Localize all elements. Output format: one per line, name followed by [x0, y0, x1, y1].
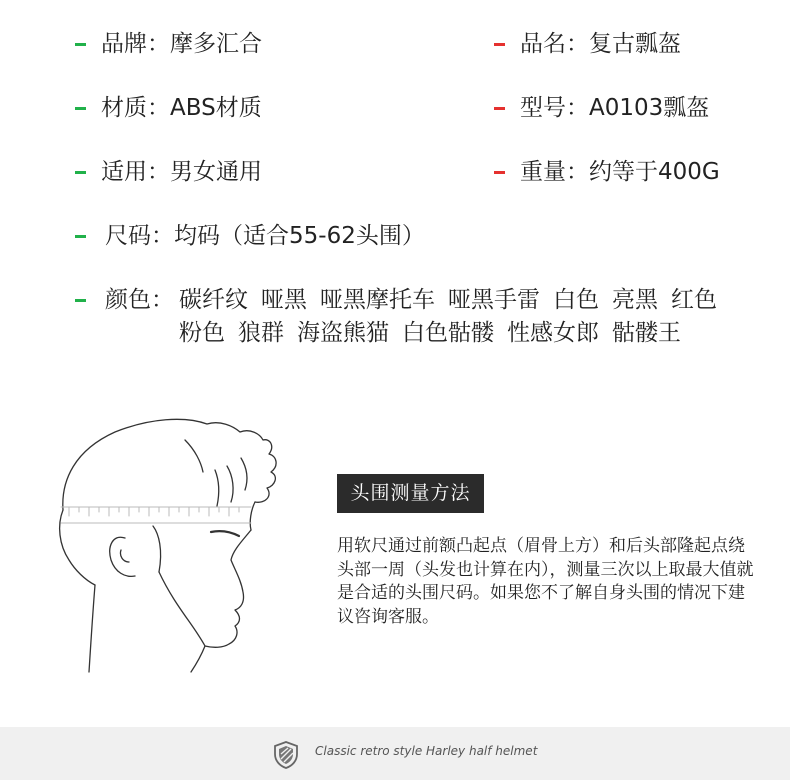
- footer-bar: [0, 727, 790, 780]
- color-option: 白色: [553, 287, 599, 313]
- spec-label: 型号：: [520, 95, 589, 121]
- spec-value: A0103瓢盔: [589, 95, 710, 121]
- color-option: 碳纤纹: [179, 287, 248, 313]
- spec-brand: [101, 28, 262, 60]
- color-options: [179, 284, 779, 350]
- color-option: 红色: [671, 287, 717, 313]
- shield-logo-icon: [273, 741, 299, 769]
- color-option: 白色骷髅: [402, 320, 494, 346]
- measure-title-badge: 头围测量方法: [337, 474, 484, 513]
- bullet-dash: [75, 43, 86, 46]
- spec-weight: [520, 156, 720, 188]
- spec-label: 重量：: [520, 159, 589, 185]
- spec-size: [105, 220, 425, 252]
- spec-value: 复古瓢盔: [589, 31, 681, 57]
- color-option: 亮黑: [612, 287, 658, 313]
- spec-value: 摩多汇合: [170, 31, 262, 57]
- color-option: 哑黑: [261, 287, 307, 313]
- spec-value: ABS材质: [170, 95, 262, 121]
- bullet-dash: [75, 171, 86, 174]
- spec-value: 男女通用: [170, 159, 262, 185]
- color-option: 性感女郎: [507, 320, 599, 346]
- spec-label: 尺码：: [105, 223, 174, 249]
- spec-model: [520, 92, 709, 124]
- bullet-dash: [494, 107, 505, 110]
- color-option: 哑黑摩托车: [320, 287, 435, 313]
- color-option: 狼群: [238, 320, 284, 346]
- color-line-2: [179, 317, 779, 350]
- measure-description: 用软尺通过前额凸起点（眉骨上方）和后头部隆起点绕头部一周（头发也计算在内），测量三次以上取最大值就是合适的头围尺码。如果您不了解自身头围的情况下建议咨询客服。: [337, 536, 754, 627]
- spec-value: 均码（适合55-62头围）: [174, 223, 425, 249]
- spec-name: [520, 28, 681, 60]
- spec-label: 材质：: [101, 95, 170, 121]
- color-option: 粉色: [179, 320, 225, 346]
- spec-label: 颜色：: [105, 287, 174, 313]
- color-line-1: [179, 284, 779, 317]
- color-option: 骷髅王: [612, 320, 681, 346]
- color-option: 哑黑手雷: [448, 287, 540, 313]
- bullet-dash: [494, 43, 505, 46]
- bullet-dash: [75, 299, 86, 302]
- bullet-dash: [75, 235, 86, 238]
- spec-label: 适用：: [101, 159, 170, 185]
- spec-material: [101, 92, 262, 124]
- color-option: 海盗熊猫: [297, 320, 389, 346]
- spec-usage: [101, 156, 262, 188]
- head-measurement-illustration: [55, 410, 295, 675]
- bullet-dash: [494, 171, 505, 174]
- spec-label: 品牌：: [101, 31, 170, 57]
- bullet-dash: [75, 107, 86, 110]
- spec-value: 约等于400G: [589, 159, 720, 185]
- footer-caption: Classic retro style Harley half helmet: [315, 744, 538, 758]
- spec-label: 品名：: [520, 31, 589, 57]
